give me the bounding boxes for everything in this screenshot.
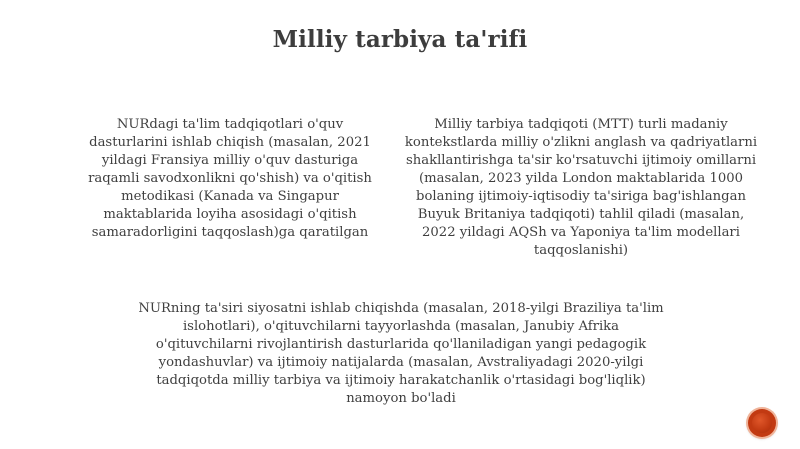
right-text-block: Milliy tarbiya tadqiqoti (MTT) turli madaniy kontekstlarda milliy o'zlikni anglash va qadriyatlarni shakllantirishga ta'sir ko'rsatuvchi ijtimoiy omillarni (masalan, 2023 yilda London maktablarida 1000 bolaning ijtimoiy-iqtisodiy ta'siriga bag'ishlangan Buyuk Britaniya tadqiqoti) tahlil qiladi (masalan, 2022 yildagi AQSh va Yaponiya ta'lim modellari taqqoslanishi)	[404, 117, 758, 258]
slide-title: Milliy tarbiya ta'rifi	[272, 26, 528, 53]
left-text-block: NURdagi ta'lim tadqiqotlari o'quv dasturlarini ishlab chiqish (masalan, 2021 yildagi Fransiya milliy o'quv dasturiga raqamli savodxonlikni qo'shish) va o'qitish metodikasi (Kanada va Singapur maktablarida loyiha asosidagi o'qitish samaradorligini taqqoslash)ga qaratilgan	[88, 117, 372, 240]
circle-button-icon[interactable]	[748, 409, 776, 437]
bottom-text-block: NURning ta'siri siyosatni ishlab chiqishda (masalan, 2018-yilgi Braziliya ta'lim islohotlari), o'qituvchilarni tayyorlashda (masalan, Janubiy Afrika o'qituvchilarni rivojlantirish dasturlarida qo'llaniladigan yangi pedagogik yondashuvlar) va ijtimoiy natijalarda (masalan, Avstraliyadagi 2020-yilgi tadqiqotda milliy tarbiya va ijtimoiy harakatchanlik o'rtasidagi bog'liqlik) namoyon bo'ladi	[138, 301, 664, 406]
circle-button-inner	[752, 413, 772, 433]
